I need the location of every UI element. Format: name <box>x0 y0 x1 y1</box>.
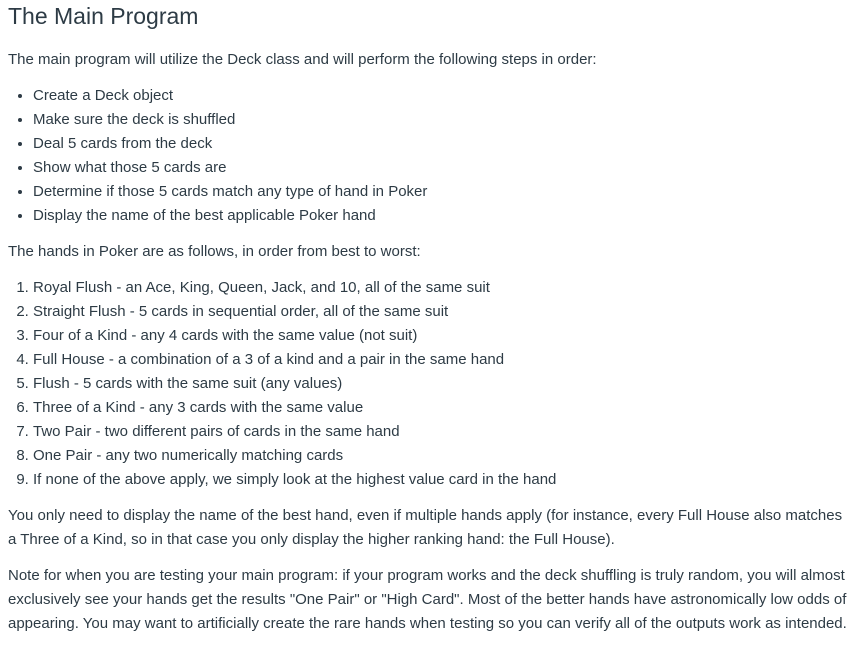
step-item: • Create a Deck object <box>33 84 848 108</box>
step-item: • Determine if those 5 cards match any type of hand in Poker <box>33 180 848 204</box>
step-item: • Deal 5 cards from the deck <box>33 132 848 156</box>
best-hand-paragraph: You only need to display the name of the best hand, even if multiple hands apply (for instance, every Full House also matches a Three of a Kind, so in that case you only display the higher ranking hand: the Full House). <box>8 507 843 548</box>
page-title: The Main Program <box>8 3 199 29</box>
hand-item: 1. Royal Flush - an Ace, King, Queen, Jack, and 10, all of the same suit <box>33 276 848 300</box>
poker-hands-list <box>8 276 848 492</box>
assignment-content <box>8 0 848 636</box>
step-item: • Show what those 5 cards are <box>33 156 848 180</box>
steps-list <box>8 84 848 228</box>
hand-item: 9. If none of the above apply, we simply look at the highest value card in the hand <box>33 468 848 492</box>
intro-paragraph: The main program will utilize the Deck class and will perform the following steps in order: <box>8 51 597 68</box>
step-item: • Make sure the deck is shuffled <box>33 108 848 132</box>
hand-item: 2. Straight Flush - 5 cards in sequential order, all of the same suit <box>33 300 848 324</box>
hand-item: 7. Two Pair - two different pairs of cards in the same hand <box>33 420 848 444</box>
step-item: • Display the name of the best applicable Poker hand <box>33 204 848 228</box>
hands-intro-paragraph: The hands in Poker are as follows, in order from best to worst: <box>8 243 421 260</box>
hand-item: 3. Four of a Kind - any 4 cards with the same value (not suit) <box>33 324 848 348</box>
hand-item: 4. Full House - a combination of a 3 of a kind and a pair in the same hand <box>33 348 848 372</box>
hand-item: 5. Flush - 5 cards with the same suit (any values) <box>33 372 848 396</box>
hand-item: 6. Three of a Kind - any 3 cards with the same value <box>33 396 848 420</box>
hand-item: 8. One Pair - any two numerically matching cards <box>33 444 848 468</box>
testing-note-paragraph: Note for when you are testing your main program: if your program works and the deck shuffling is truly random, you will almost exclusively see your hands get the results "One Pair" or "High Card". Most of the better hands have astronomically low odds of appearing. You may want to artificially create the rare hands when testing so you can verify all of the outputs work as intended. <box>8 567 847 632</box>
